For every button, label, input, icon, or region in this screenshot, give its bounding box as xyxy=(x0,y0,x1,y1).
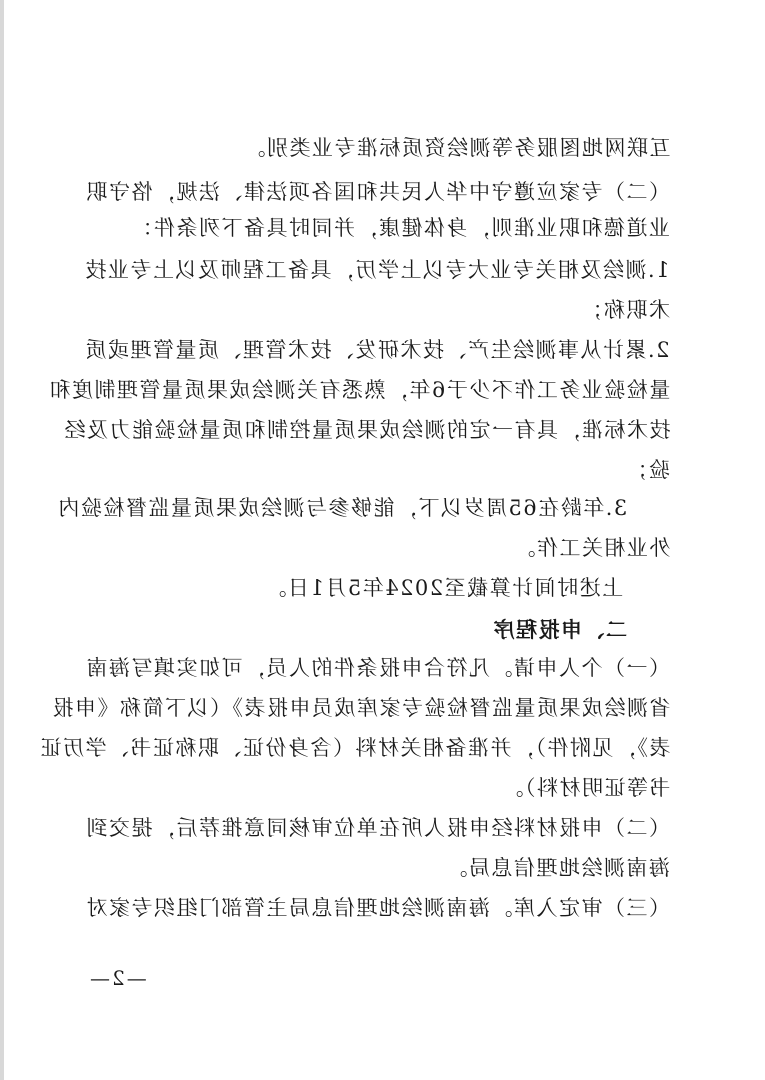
text-line-4: 1.测绘及相关专业大专以上学历，具备工程师及以上专业技 xyxy=(84,258,670,282)
text-line-7: 量检验业务工作不少于6年，熟悉有关测绘成果质量管理制度和 xyxy=(47,378,670,402)
text-line-17: （二）申报材料经申报人所在单位审核同意推荐后，提交到 xyxy=(85,816,670,840)
text-line-10: 3.年龄在65周岁以下，能够参与测绘成果质量监督检验内 xyxy=(56,496,627,520)
page-edge xyxy=(0,0,4,1080)
text-line-8: 技术标准，具有一定的测绘成果质量控制和质量检验能力及经 xyxy=(62,418,670,442)
text-line-11: 外业相关工作。 xyxy=(512,536,670,560)
text-line-6: 2.累计从事测绘生产、技术研发、技术管理、质量管理或质 xyxy=(84,338,670,362)
text-line-5: 术职称； xyxy=(580,298,670,322)
text-line-2: （二）专家应遵守中华人民共和国各项法律、法规，恪守职 xyxy=(85,180,670,204)
text-line-16: 书等证明材料）。 xyxy=(500,776,670,800)
text-line-1: 互联网地图服务等测绘资质标准专业类别。 xyxy=(242,136,670,160)
text-line-9: 验； xyxy=(625,458,670,482)
text-line-13: （一）个人申请。凡符合申报条件的人员，可如实填写海南 xyxy=(85,656,670,680)
page-number: —2— xyxy=(88,966,147,990)
text-line-15: 表》，见附件），并准备相关材料（含身份证、职称证书、学历证 xyxy=(38,736,670,760)
text-line-3: 业道德和职业准则，身体健康，并同时具备下列条件： xyxy=(130,216,670,240)
text-line-12: 上述时间计算截至2024年5月1日。 xyxy=(263,576,623,600)
text-line-18: 海南测绘地理信息局。 xyxy=(445,856,670,880)
section-heading: 二、申报程序 xyxy=(492,618,627,642)
text-line-19: （三）审定入库。海南测绘地理信息局主管部门组织专家对 xyxy=(85,896,670,920)
text-line-14: 省测绘成果质量监督检验专家库成员申报表》（以下简称《申报 xyxy=(50,696,670,720)
